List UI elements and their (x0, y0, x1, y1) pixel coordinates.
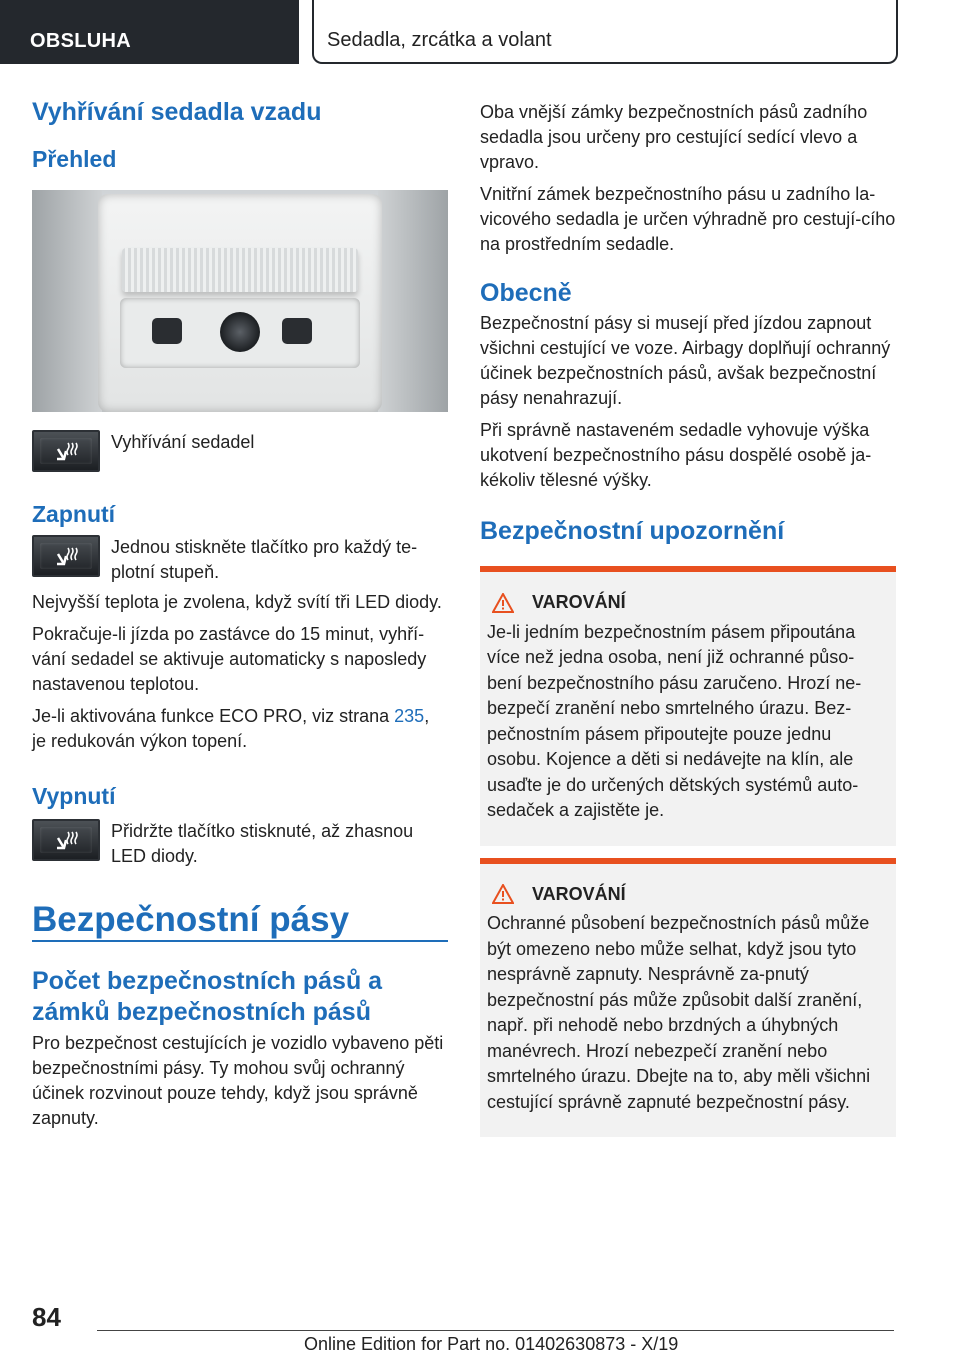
caption-row (32, 430, 448, 472)
switch-on-text: Jednou stiskněte tlačítko pro každý te‐plotní stupeň. (111, 537, 418, 582)
left-column (32, 100, 448, 1131)
switch-off-heading: Vypnutí (32, 783, 116, 809)
caption-text: Vyhřívání sedadel (111, 432, 255, 452)
warning-triangle-icon (492, 884, 514, 904)
outer-buckles-text: Oba vnější zámky bezpečnostních pásů zadního sedadla jsou určeny pro cestující sedící vlevo a vpravo. (480, 102, 868, 172)
page-number: 84 (32, 1302, 61, 1332)
switch-off-text: Přidržte tlačítko stisknuté, až zhasnou LED diody. (111, 821, 414, 866)
overview-heading: Přehled (32, 146, 117, 172)
warning-title: VAROVÁNÍ (532, 883, 626, 904)
inner-buckle-text: Vnitřní zámek bezpečnostního pásu u zadního la‐vicového sedadla je určen výhradně pro cestují‐cího na prostředním sedadle. (480, 184, 896, 254)
seat-heating-icon (32, 819, 100, 861)
warning-title: VAROVÁNÍ (532, 592, 626, 612)
switch-on-row (32, 535, 448, 585)
switch-on-heading: Zapnutí (32, 501, 116, 527)
seat-heating-icon (32, 430, 100, 472)
general-heading: Obecně (480, 279, 572, 307)
general-paragraph-2: Při správně nastaveném sedadle vyhovuje výška ukotvení bezpečnostního pásu dospělé osobě ja‐kékoliv tělesné výšky. (480, 420, 872, 490)
switch-off-row (32, 819, 448, 869)
warning-title-row (487, 882, 889, 908)
header-chapter-label: Sedadla, zrcátka a volant (327, 29, 552, 51)
warning-box-2 (480, 858, 896, 1138)
rear-console-photo (32, 190, 448, 412)
belt-count-heading: Počet bezpečnostních pásů a zámků bezpečnostních pásů (32, 967, 383, 1026)
seat-heating-icon (32, 535, 100, 577)
belt-count-text: Pro bezpečnost cestujících je vozidlo vybaveno pěti bezpečnostními pásy. Ty mohou svůj ochranný účinek rozvinout pouze tehdy, když jsou správně zapnuty. (32, 1033, 444, 1128)
safety-heading: Bezpečnostní upozornění (480, 517, 785, 545)
title-divider (32, 940, 448, 942)
warning-text: Je-li jedním bezpečnostním pásem připoutána více než jedna osoba, není již ochranné půso‐bení bezpečnostního pásu zaručeno. Hrozí ne‐bezpečí zranění nebo smrtelného úrazu. Bez‐pečnostním pásem připoutejte pouze jednu osobu. Kojence a děti si nedávejte na klín, ale usaďte je do určených dětských systémů auto‐sedaček a zajistěte je. (487, 621, 862, 820)
header-section-tab (0, 0, 299, 64)
warning-box-1 (480, 566, 896, 846)
footer-edition: Online Edition for Part no. 01402630873 - X/19 (304, 1334, 679, 1354)
section-title-seat-heating: Vyhřívání sedadla vzadu (32, 98, 322, 126)
header-section-label: OBSLUHA (30, 30, 131, 52)
switch-on-paragraph-3 (32, 704, 448, 754)
eco-pro-text-end: , je redukován výkon topení. (32, 706, 430, 751)
switch-on-paragraph-1: Nejvyšší teplota je zvolena, když svítí tři LED diody. (32, 592, 442, 612)
warning-triangle-icon (492, 593, 514, 613)
right-column (480, 100, 896, 1137)
warning-text: Ochranné působení bezpečnostních pásů může být omezeno nebo může selhat, když jsou tyto nesprávně zapnuty. Nesprávně za‐pnutý bezpečnostní pás může způsobit další zranění, např. při nehodě nebo brzdných a úhybných manévrech. Hrozí nebezpečí zranění nebo smrtelného úrazu. Dbejte na to, aby měli všichni cestující správně zapnuté bezpečnostní pásy. (487, 913, 871, 1112)
footer-divider (97, 1330, 894, 1331)
general-paragraph-1: Bezpečnostní pásy si musejí před jízdou zapnout všichni cestující ve voze. Airbagy doplňují ochranný účinek bezpečnostních pásů, avšak bezpečnostní pásy nenahrazují. (480, 313, 891, 408)
warning-title-row (487, 590, 889, 616)
page-link[interactable]: 235 (394, 706, 425, 726)
eco-pro-text: Je-li aktivována funkce ECO PRO, viz strana (32, 706, 395, 726)
header-chapter-tab (312, 0, 898, 64)
chapter-title-seat-belts: Bezpečnostní pásy (32, 900, 350, 939)
switch-on-paragraph-2: Pokračuje-li jízda po zastávce do 15 minut, vyhří‐vání sedadel se aktivuje automaticky s naposledy nastavenou teplotou. (32, 624, 427, 694)
